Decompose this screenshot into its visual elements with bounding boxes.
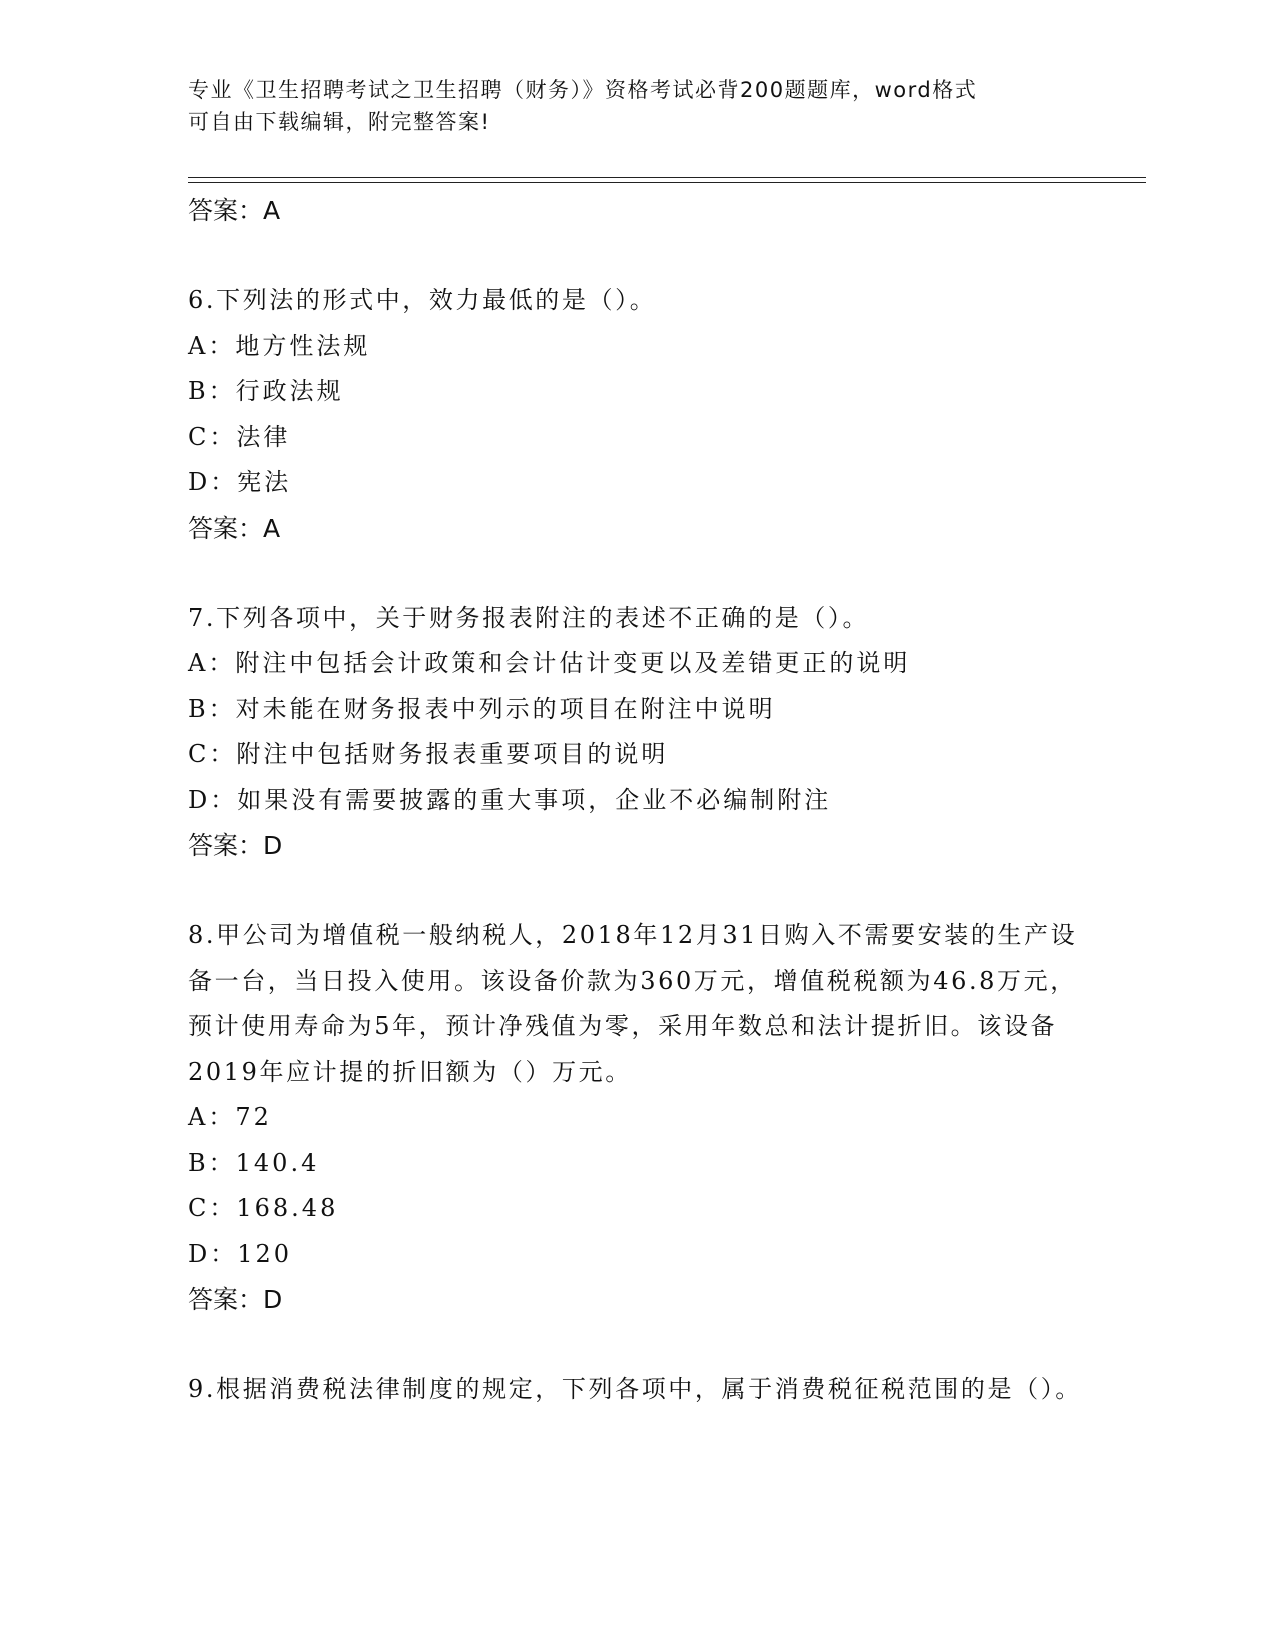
question-8 <box>188 913 1088 1323</box>
header-rule-bottom <box>188 182 1146 183</box>
answer-line: 答案：A <box>188 196 281 225</box>
question-9 <box>188 1367 1088 1413</box>
option-c: C：附注中包括财务报表重要项目的说明 <box>188 740 669 768</box>
option-a: A：地方性法规 <box>188 331 371 360</box>
question-stem: 6.下列法的形式中，效力最低的是（）。 <box>188 286 657 314</box>
option-d: D：120 <box>188 1239 293 1268</box>
option-b: B：行政法规 <box>188 377 344 405</box>
header-rule-top <box>188 177 1146 178</box>
option-b: B：140.4 <box>188 1148 320 1177</box>
option-a: A：附注中包括会计政策和会计估计变更以及差错更正的说明 <box>188 649 911 677</box>
answer-line: 答案：A <box>188 513 281 543</box>
option-c: C：168.48 <box>188 1194 339 1222</box>
question-7 <box>188 596 1088 870</box>
question-stem: 7.下列各项中，关于财务报表附注的表述不正确的是（）。 <box>188 603 870 632</box>
document-header <box>188 74 1068 138</box>
answer-line: 答案：D <box>188 1285 283 1314</box>
question-6 <box>188 278 1088 552</box>
question-stem: 9.根据消费税法律制度的规定，下列各项中，属于消费税征税范围的是（）。 <box>188 1375 1082 1403</box>
question-stem: 8.甲公司为增值税一般纳税人，2018年12月31日购入不需要安装的生产设备一台，当日投入使用。该设备价款为360万元，增值税税额为46.8万元，预计使用寿命为5年，预计净残值为零，采用年数总和法计提折旧。该设备2019年应计提的折旧额为（）万元。 <box>188 921 1078 1086</box>
question-list <box>188 188 1088 1413</box>
header-line-1: 专业《卫生招聘考试之卫生招聘（财务）》资格考试必背200题题库，word格式 <box>188 78 978 102</box>
option-a: A：72 <box>188 1103 272 1131</box>
option-d: D：宪法 <box>188 468 292 496</box>
option-b: B：对未能在财务报表中列示的项目在附注中说明 <box>188 694 776 723</box>
answer-line: 答案：D <box>188 831 283 860</box>
option-d: D：如果没有需要披露的重大事项，企业不必编制附注 <box>188 785 832 814</box>
header-line-2: 可自由下载编辑，附完整答案! <box>188 110 491 134</box>
option-c: C：法律 <box>188 422 291 451</box>
